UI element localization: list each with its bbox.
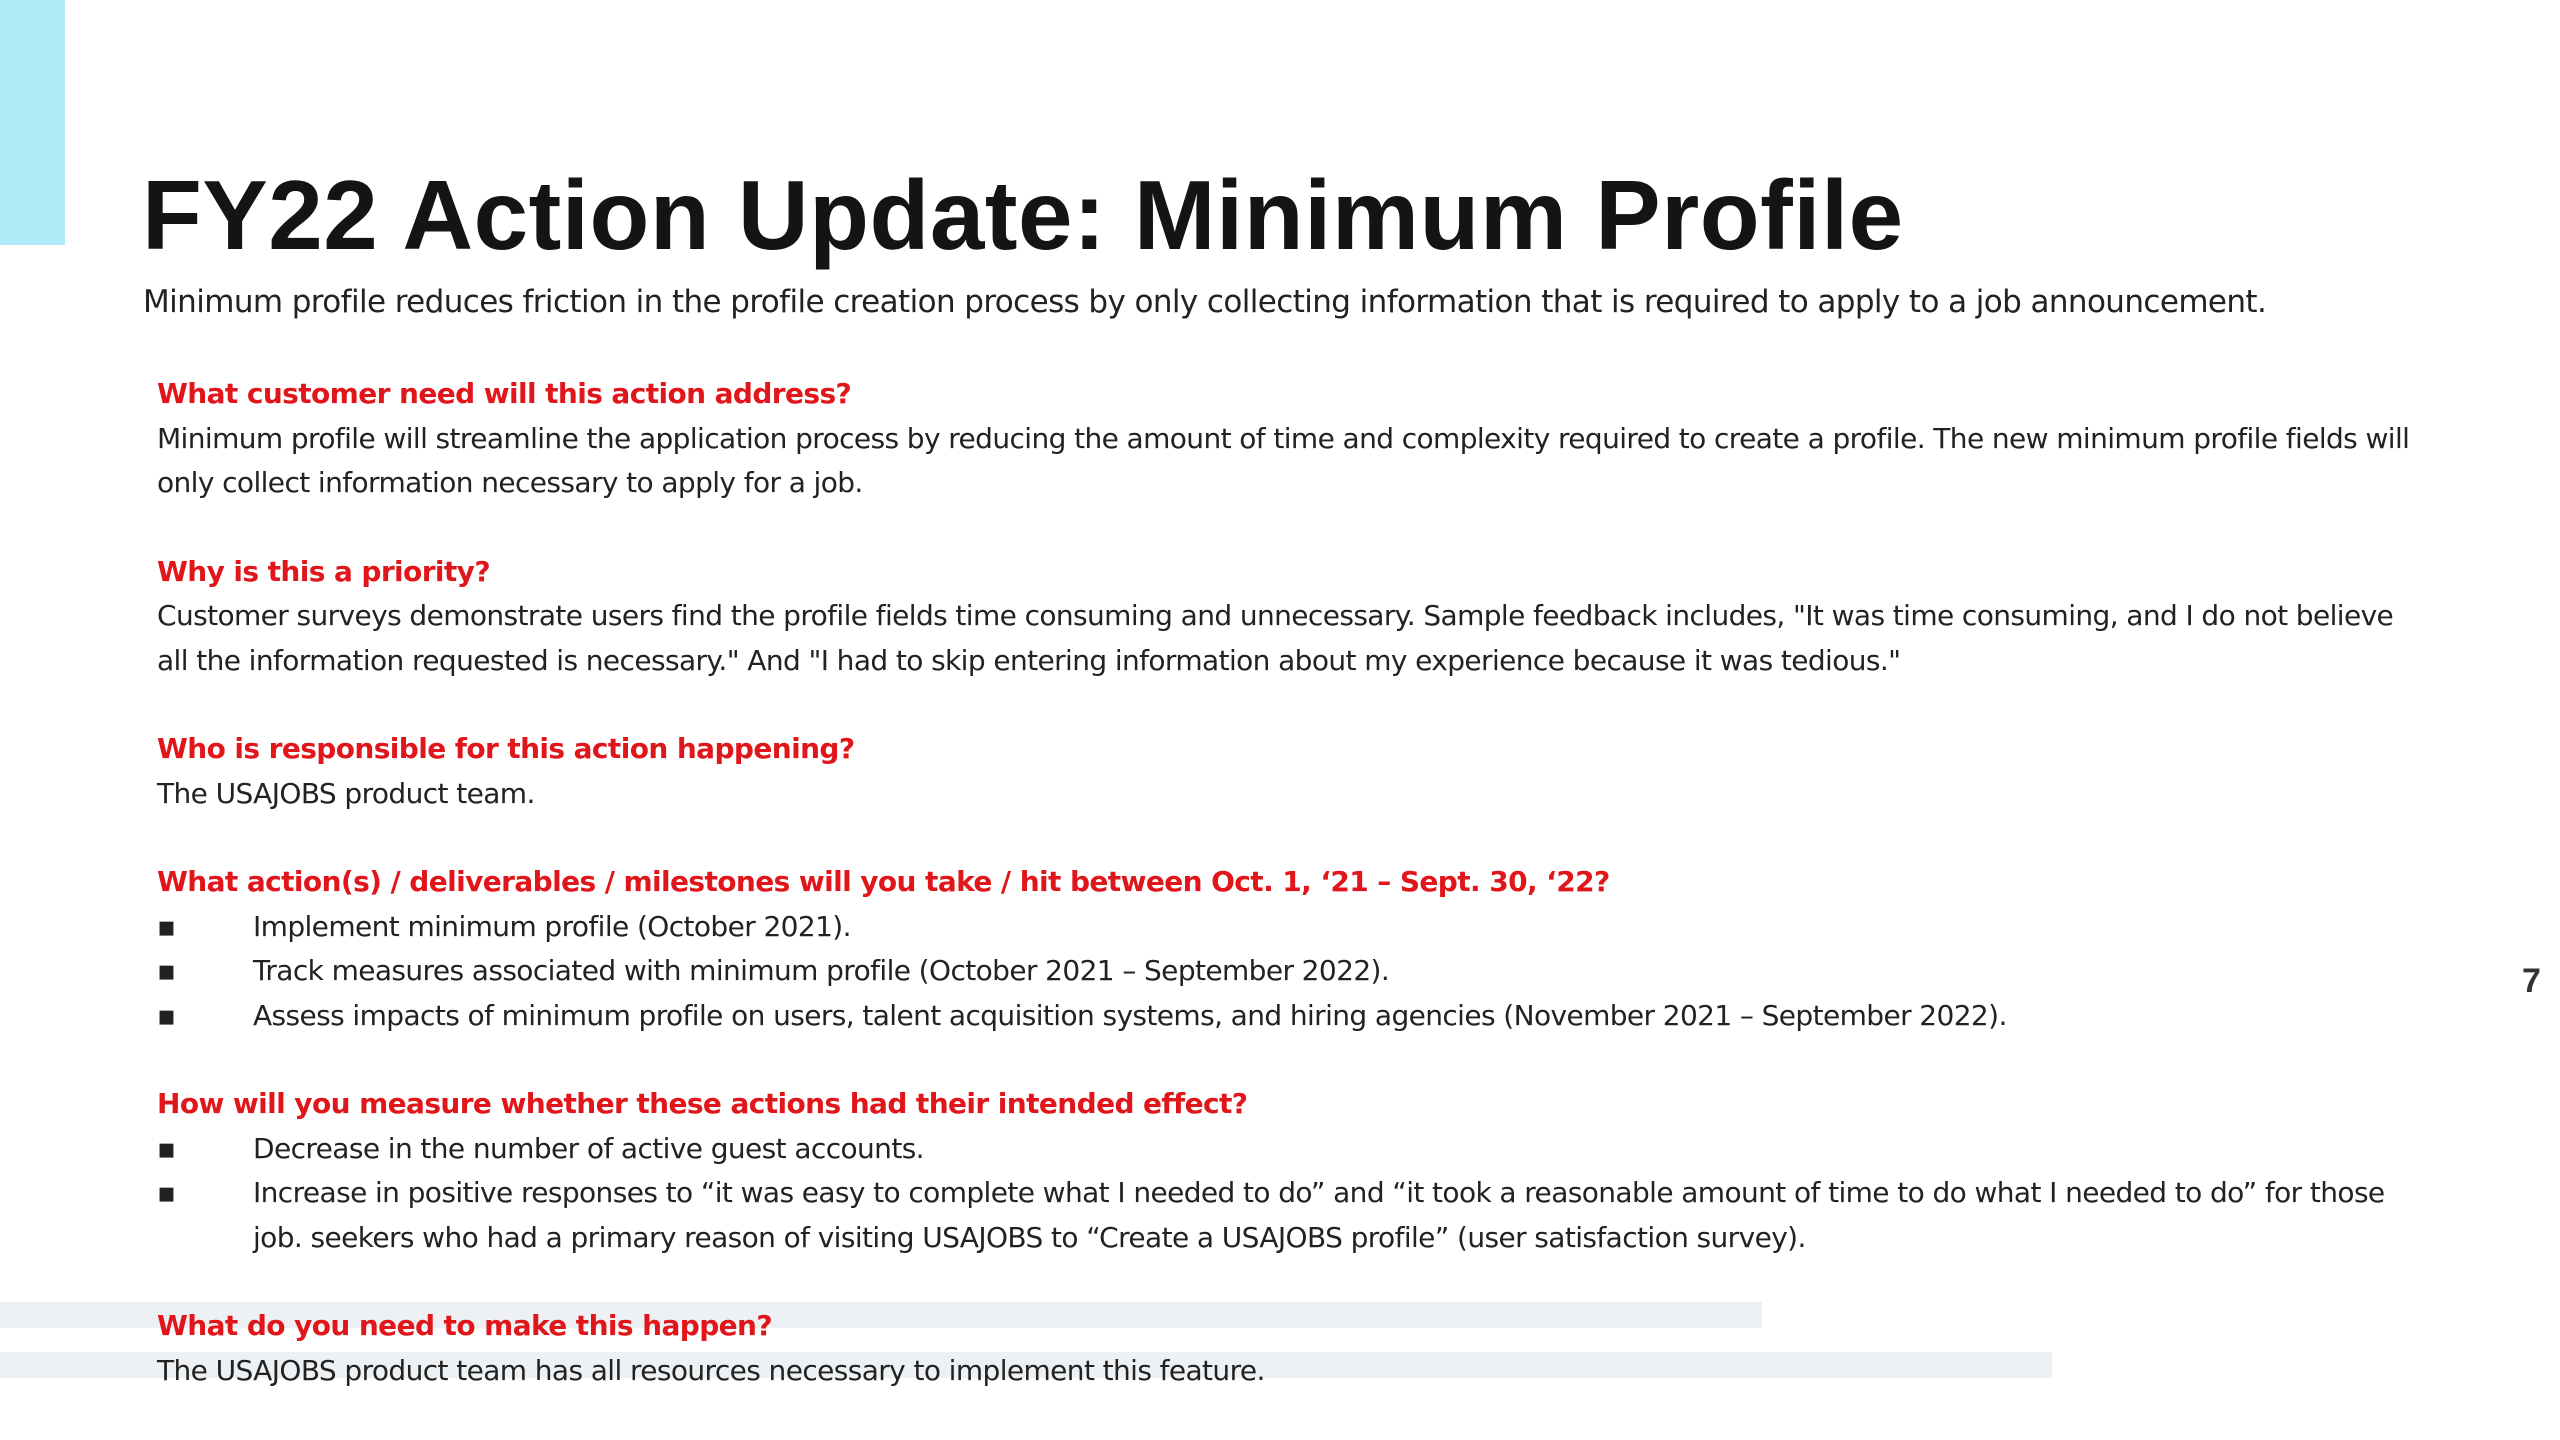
list-item-text: Implement minimum profile (October 2021). — [253, 909, 851, 943]
list-item-text: Assess impacts of minimum profile on users, talent acquisition systems, and hiring agencies (November 2021 – September 2022). — [253, 998, 2007, 1032]
list-item — [157, 905, 2417, 950]
section-question: Who is responsible for this action happening? — [157, 732, 855, 765]
section-priority — [157, 550, 2417, 684]
section-question: What action(s) / deliverables / milestones will you take / hit between Oct. 1, ‘21 – Sept. 30, ‘22? — [157, 865, 1610, 898]
page-number: 7 — [2522, 962, 2541, 1000]
section-responsible — [157, 727, 2417, 816]
section-question: What do you need to make this happen? — [157, 1309, 773, 1342]
page-subtitle: Minimum profile reduces friction in the profile creation process by only collecting information that is required to apply to a job announcement. — [143, 284, 2267, 320]
bullet-icon: ▪ — [157, 998, 176, 1032]
section-answer: Minimum profile will streamline the application process by reducing the amount of time and complexity required to create a profile. The new minimum profile fields will only collect information necessary to apply for a job. — [157, 421, 2410, 499]
section-question: How will you measure whether these actions had their intended effect? — [157, 1087, 1248, 1120]
bullet-list — [157, 905, 2417, 1039]
section-question: What customer need will this action address? — [157, 377, 852, 410]
bullet-icon: ▪ — [157, 909, 176, 943]
section-customer-need — [157, 372, 2417, 506]
list-item — [157, 1171, 2417, 1260]
bullet-icon: ▪ — [157, 1131, 176, 1165]
page-title: FY22 Action Update: Minimum Profile — [142, 160, 1904, 270]
section-question: Why is this a priority? — [157, 554, 490, 588]
list-item-text: Increase in positive responses to “it was easy to complete what I needed to do” and “it took a reasonable amount of time to do what I needed to do” for those job. seekers who had a primary reason of visiting USAJOBS to “Create a USAJOBS profile” (user satisfaction survey). — [253, 1176, 2385, 1254]
bullet-list — [157, 1127, 2417, 1261]
section-answer: The USAJOBS product team has all resources necessary to implement this feature. — [157, 1353, 1265, 1387]
section-answer: The USAJOBS product team. — [157, 776, 535, 810]
bullet-icon: ▪ — [157, 954, 176, 987]
list-item — [157, 949, 2417, 994]
list-item-text: Track measures associated with minimum profile (October 2021 – September 2022). — [253, 954, 1390, 987]
section-answer: Customer surveys demonstrate users find the profile fields time consuming and unnecessary. Sample feedback includes, "It was time consuming, and I do not believe all the information requested is necessary." And "I had to skip entering information about my experience because it was tedious." — [157, 599, 2394, 677]
bullet-icon: ▪ — [157, 1176, 176, 1209]
accent-bar — [0, 0, 65, 245]
section-milestones — [157, 860, 2417, 1038]
list-item — [157, 994, 2417, 1039]
list-item-text: Decrease in the number of active guest accounts. — [253, 1131, 924, 1165]
section-measures — [157, 1082, 2417, 1260]
list-item — [157, 1127, 2417, 1172]
content-body — [157, 372, 2417, 1437]
section-resources — [157, 1304, 2417, 1393]
